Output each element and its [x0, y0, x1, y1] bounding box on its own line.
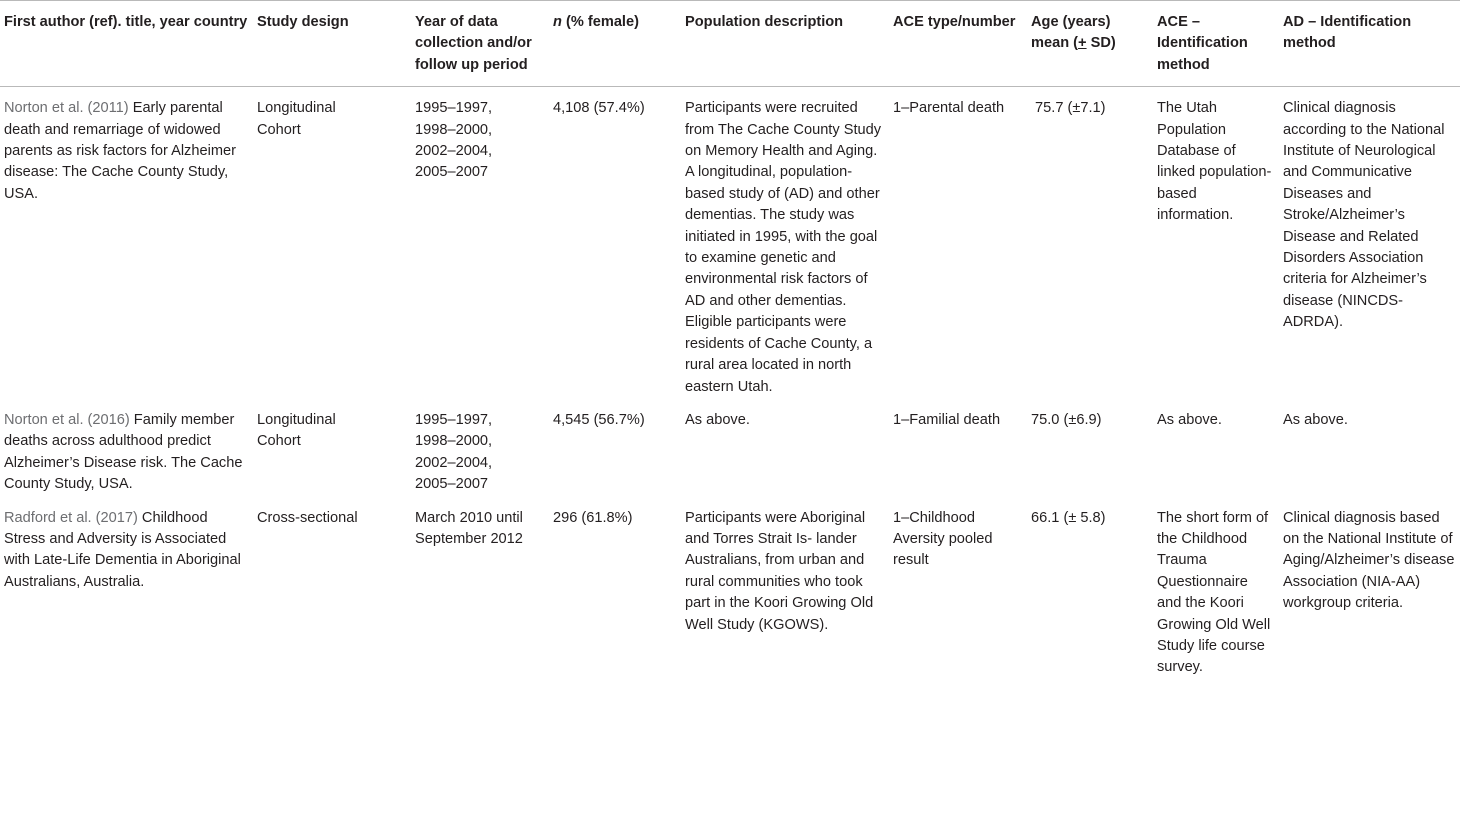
study-title: Early parental death and remarriage of widowed parents as risk factors for Alzheimer disease: The Cache County Study, USA.: [4, 100, 236, 202]
cell-author: [0, 497, 253, 680]
header-n: [549, 1, 681, 87]
header-row: [0, 1, 1460, 87]
header-age-suffix: SD): [1086, 35, 1116, 52]
cell-ace-type: 1–Childhood Aversity pooled result: [893, 509, 993, 569]
header-age: [1027, 1, 1153, 87]
cell-author: [0, 87, 253, 399]
cell-ad-id: Clinical diagnosis based on the National Institute of Aging/Alzheimer’s disease Association (NIA-AA) workgroup criteria.: [1283, 509, 1455, 612]
table-row: [0, 87, 1460, 399]
reference-link[interactable]: Norton et al. (2011): [4, 100, 129, 117]
header-age-pm: +: [1078, 35, 1087, 52]
header-ace-type: ACE type/number: [889, 1, 1027, 87]
cell-year: 1995–1997, 1998–2000, 2002–2004, 2005–2007: [415, 100, 493, 181]
cell-ace-id: The short form of the Childhood Trauma Questionnaire and the Koori Growing Old Well Study life course survey.: [1157, 509, 1271, 676]
cell-study-design: Longitudinal Cohort: [257, 411, 336, 450]
study-title: Childhood Stress and Adversity is Associated with Late-Life Dementia in Aboriginal Australians, Australia.: [4, 509, 241, 590]
header-year: Year of data collection and/or follow up period: [411, 1, 549, 87]
header-author: First author (ref). title, year country: [0, 1, 253, 87]
cell-ace-type: 1–Familial death: [893, 411, 1001, 428]
cell-age: 66.1 (± 5.8): [1031, 509, 1106, 526]
cell-study-design: Cross-sectional: [257, 509, 358, 526]
cell-year: March 2010 until September 2012: [415, 509, 523, 547]
cell-population: Participants were Aboriginal and Torres Strait Is- lander Australians, from urban and rural communities who took part in the Koori Growing Old Well Study (KGOWS).: [685, 509, 874, 633]
header-n-letter: n: [553, 14, 562, 30]
table-row: [0, 497, 1460, 680]
cell-population: As above.: [685, 411, 750, 428]
cell-n: 4,545 (56.7%): [553, 411, 645, 428]
cell-age: 75.0 (±6.9): [1031, 411, 1102, 428]
cell-year: 1995–1997, 1998–2000, 2002–2004, 2005–2007: [415, 411, 493, 493]
cell-population: Participants were recruited from The Cache County Study on Memory Health and Aging. A longitudinal, population-based study of (AD) and other dementias. The study was initiated in 1995, with the goal to examine genetic and environmental risk factors of AD and other dementias. Eligible participants were residents of Cache County, a rural area located in north eastern Utah.: [685, 100, 882, 395]
cell-ace-type: 1–Parental death: [893, 100, 1005, 117]
cell-study-design: Longitudinal Cohort: [257, 100, 336, 138]
cell-n: 4,108 (57.4%): [553, 100, 645, 117]
cell-ad-id: Clinical diagnosis according to the National Institute of Neurological and Communicative Diseases and Stroke/Alzheimer’s Disease and Related Disorders Association criteria for Alzheimer’s disease (NINCDS-ADRDA).: [1283, 100, 1445, 331]
header-n-suffix: (% female): [561, 14, 639, 30]
header-ace-id: ACE – Identification method: [1153, 1, 1279, 87]
header-ad-id: AD – Identification method: [1279, 1, 1460, 87]
cell-age: 75.7 (±7.1): [1031, 100, 1106, 117]
cell-ad-id: As above.: [1283, 411, 1348, 428]
header-study-design: Study design: [253, 1, 411, 87]
header-population: Population description: [681, 1, 889, 87]
cell-ace-id: The Utah Population Database of linked population-based information.: [1157, 100, 1272, 224]
table-row: [0, 399, 1460, 497]
reference-link[interactable]: Radford et al. (2017): [4, 509, 138, 526]
cell-ace-id: As above.: [1157, 411, 1222, 428]
reference-link[interactable]: Norton et al. (2016): [4, 411, 130, 428]
study-title: Family member deaths across adulthood predict Alzheimer’s Disease risk. The Cache County Study, USA.: [4, 411, 243, 493]
cell-author: [0, 399, 253, 497]
cell-n: 296 (61.8%): [553, 509, 633, 526]
header-age-prefix: Age (years) mean (: [1031, 14, 1111, 52]
